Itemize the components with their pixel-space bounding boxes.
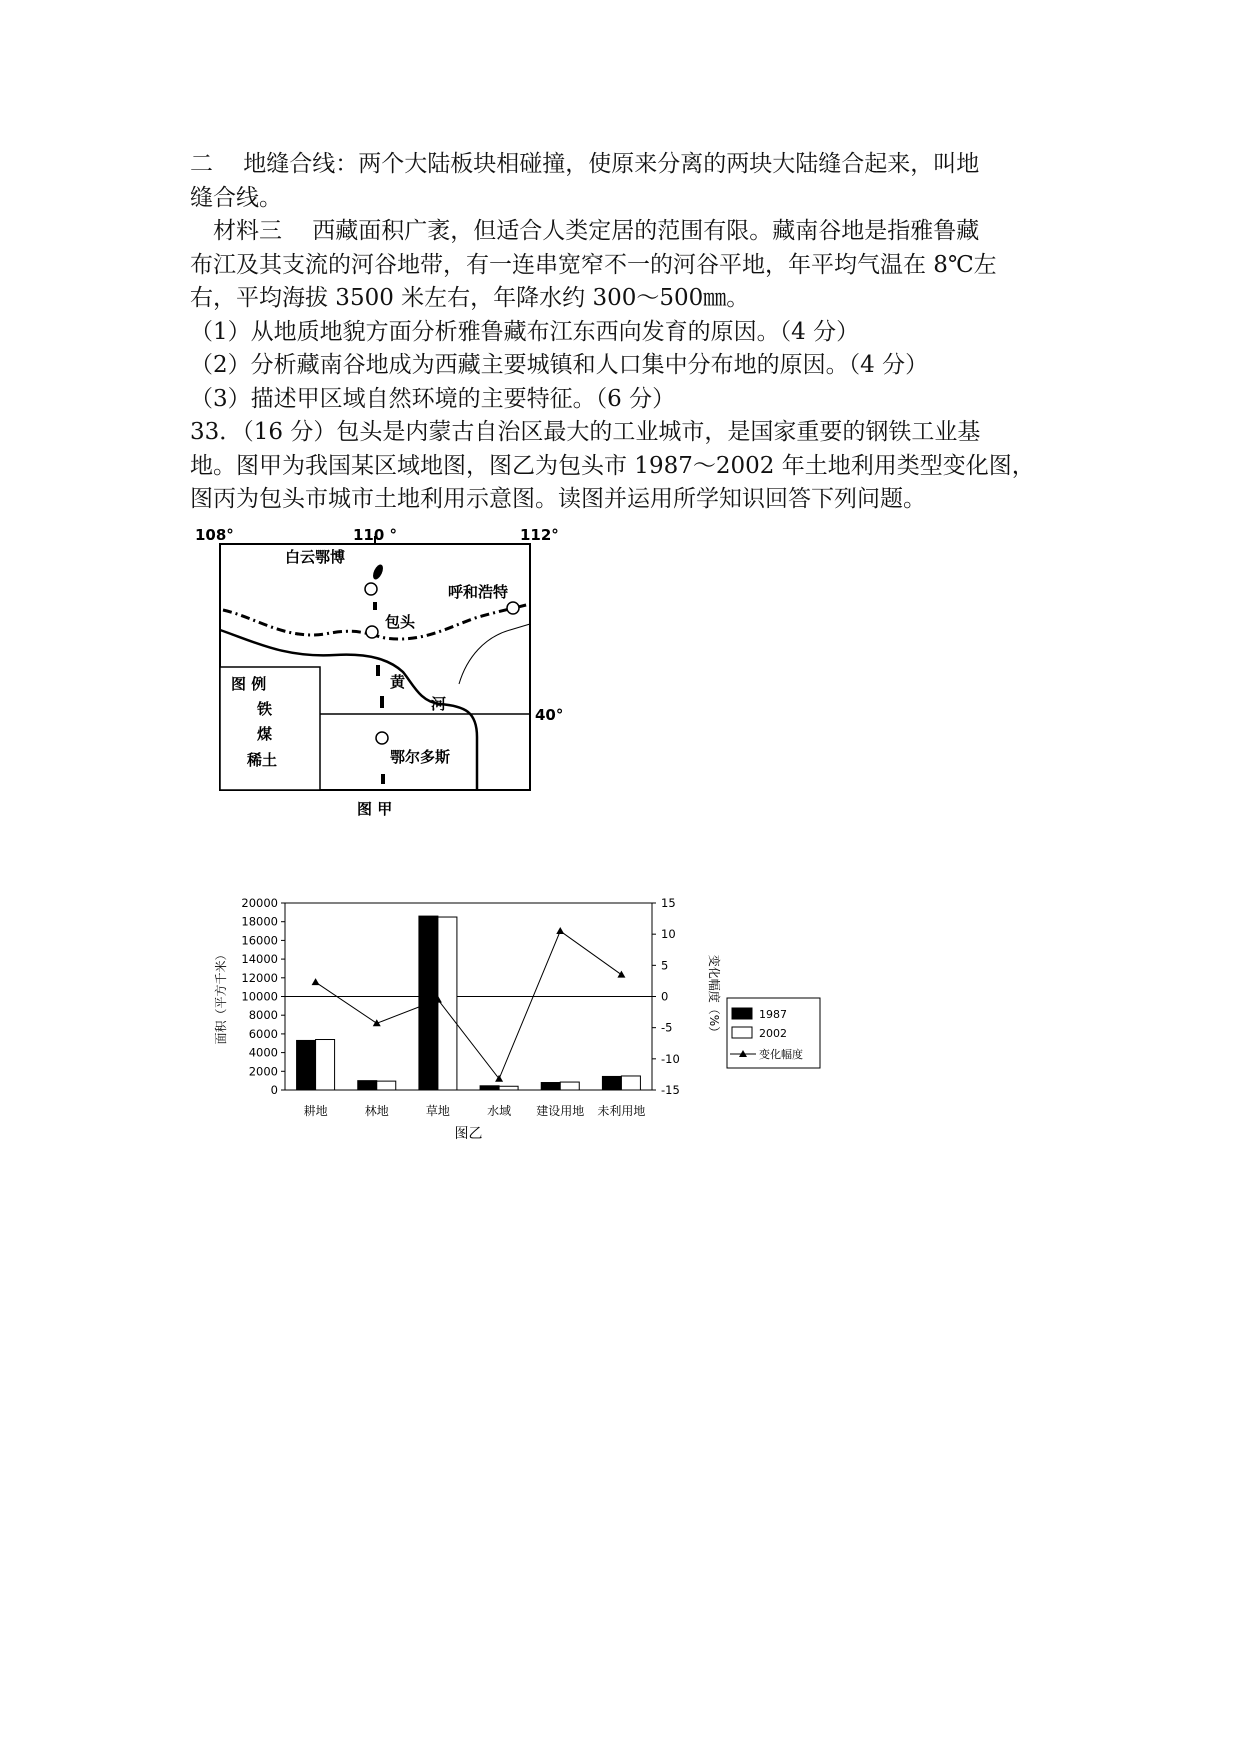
iron-deposit-icon: [373, 602, 377, 610]
land-use-chart: [205, 893, 825, 1183]
legend-rare-earth: 稀土: [247, 751, 278, 769]
legend-iron: 铁: [257, 700, 273, 718]
y-tick-label: 0: [270, 1083, 278, 1097]
bar-1987: [358, 1081, 377, 1090]
x-tick-label: 草地: [425, 1104, 450, 1118]
lat-label-40: 40°: [535, 706, 564, 724]
coal-deposit-icon: [371, 563, 385, 581]
text-line: （1）从地质地貌方面分析雅鲁藏布江东西向发育的原因。（4 分）: [190, 318, 860, 345]
bar-2002: [621, 1076, 640, 1090]
legend-label: 变化幅度: [759, 1048, 803, 1061]
x-tick-label: 林地: [364, 1104, 389, 1118]
legend-swatch-1987: [732, 1008, 752, 1019]
y2-tick-label: 10: [661, 927, 676, 942]
bar-2002: [499, 1086, 518, 1090]
y-tick-label: 16000: [241, 933, 278, 948]
coal-deposit-icon: [380, 696, 384, 708]
map-figure: [195, 522, 580, 822]
text-line: 缝合线。: [190, 184, 282, 211]
bar-1987: [480, 1086, 499, 1090]
bar-1987: [297, 1040, 316, 1090]
y2-tick-label: -10: [661, 1051, 680, 1066]
y2-tick-label: 5: [661, 958, 669, 973]
city-ordos: [376, 732, 388, 744]
legend-label: 2002: [759, 1027, 787, 1040]
legend-title: 图 例: [231, 675, 267, 693]
lon-label-110: 110 °: [353, 526, 398, 544]
label-baiyun-obo: 白云鄂博: [285, 548, 346, 566]
chart-svg: [205, 893, 825, 1183]
city-hohhot: [507, 602, 519, 614]
text-line: （3）描述甲区域自然环境的主要特征。（6 分）: [190, 385, 676, 412]
lon-label-112: 112°: [520, 526, 559, 544]
y-tick-label: 14000: [241, 952, 278, 967]
bar-1987: [541, 1083, 560, 1090]
text-line: （2）分析藏南谷地成为西藏主要城镇和人口集中分布地的原因。（4 分）: [190, 352, 929, 378]
label-he: 河: [431, 695, 447, 713]
y2-tick-label: 15: [661, 896, 676, 910]
x-tick-label: 未利用地: [597, 1104, 646, 1118]
y2-tick-label: -5: [661, 1020, 673, 1035]
legend-label: 1987: [759, 1008, 787, 1021]
bar-2002: [316, 1040, 335, 1090]
label-baotou: 包头: [385, 613, 416, 631]
lon-label-108: 108°: [195, 526, 234, 544]
bar-2002: [560, 1082, 579, 1090]
river-tributary: [459, 624, 530, 684]
label-huang: 黄: [390, 673, 406, 691]
y-tick-label: 10000: [241, 989, 278, 1004]
map-caption: 图 甲: [357, 800, 393, 818]
y2-axis-label: 变化幅度（%）: [707, 954, 721, 1039]
y-tick-label: 6000: [248, 1026, 278, 1041]
text-line: 图丙为包头市城市土地利用示意图。读图并运用所学知识回答下列问题。: [190, 486, 926, 512]
y-tick-label: 8000: [248, 1008, 278, 1023]
y-tick-label: 18000: [241, 914, 278, 929]
question-text: [190, 148, 1060, 517]
y-tick-label: 20000: [241, 896, 278, 910]
label-hohhot: 呼和浩特: [448, 583, 509, 601]
x-tick-label: 建设用地: [536, 1104, 585, 1118]
map-svg: [195, 522, 580, 822]
y-axis-label: 面积（平方千米）: [214, 948, 228, 1045]
y-tick-label: 12000: [241, 970, 278, 985]
y2-tick-label: -15: [661, 1083, 680, 1097]
y-tick-label: 4000: [248, 1045, 278, 1060]
y-tick-label: 2000: [248, 1064, 278, 1079]
x-tick-label: 耕地: [303, 1104, 328, 1118]
x-tick-label: 水域: [487, 1104, 512, 1118]
coal-deposit-icon: [376, 665, 380, 676]
label-ordos: 鄂尔多斯: [390, 748, 451, 766]
text-line: 材料三 西藏面积广袤，但适合人类定居的范围有限。藏南谷地是指雅鲁藏: [190, 218, 980, 244]
text-line: 二 地缝合线：两个大陆板块相碰撞，使原来分离的两块大陆缝合起来，叫地: [190, 151, 980, 177]
text-line: 33．（16 分）包头是内蒙古自治区最大的工业城市，是国家重要的钢铁工业基: [190, 419, 981, 445]
bar-1987: [602, 1076, 621, 1090]
y2-tick-label: 0: [661, 989, 669, 1004]
text-line: 布江及其支流的河谷地带，有一连串宽窄不一的河谷平地，年平均气温在 8℃左: [190, 251, 997, 278]
text-line: 地。图甲为我国某区域地图，图乙为包头市 1987～2002 年土地利用类型变化图，: [190, 452, 1035, 479]
coal-deposit-icon: [381, 774, 385, 784]
chart-caption: 图乙: [454, 1126, 483, 1142]
city-baiyun-obo: [365, 583, 377, 595]
text-line: 右，平均海拔 3500 米左右，年降水约 300～500㎜。: [190, 285, 750, 311]
line-series: [316, 931, 622, 1079]
bar-2002: [377, 1081, 396, 1090]
legend-coal: 煤: [257, 725, 273, 743]
legend-swatch-2002: [732, 1027, 752, 1038]
city-baotou: [366, 626, 378, 638]
